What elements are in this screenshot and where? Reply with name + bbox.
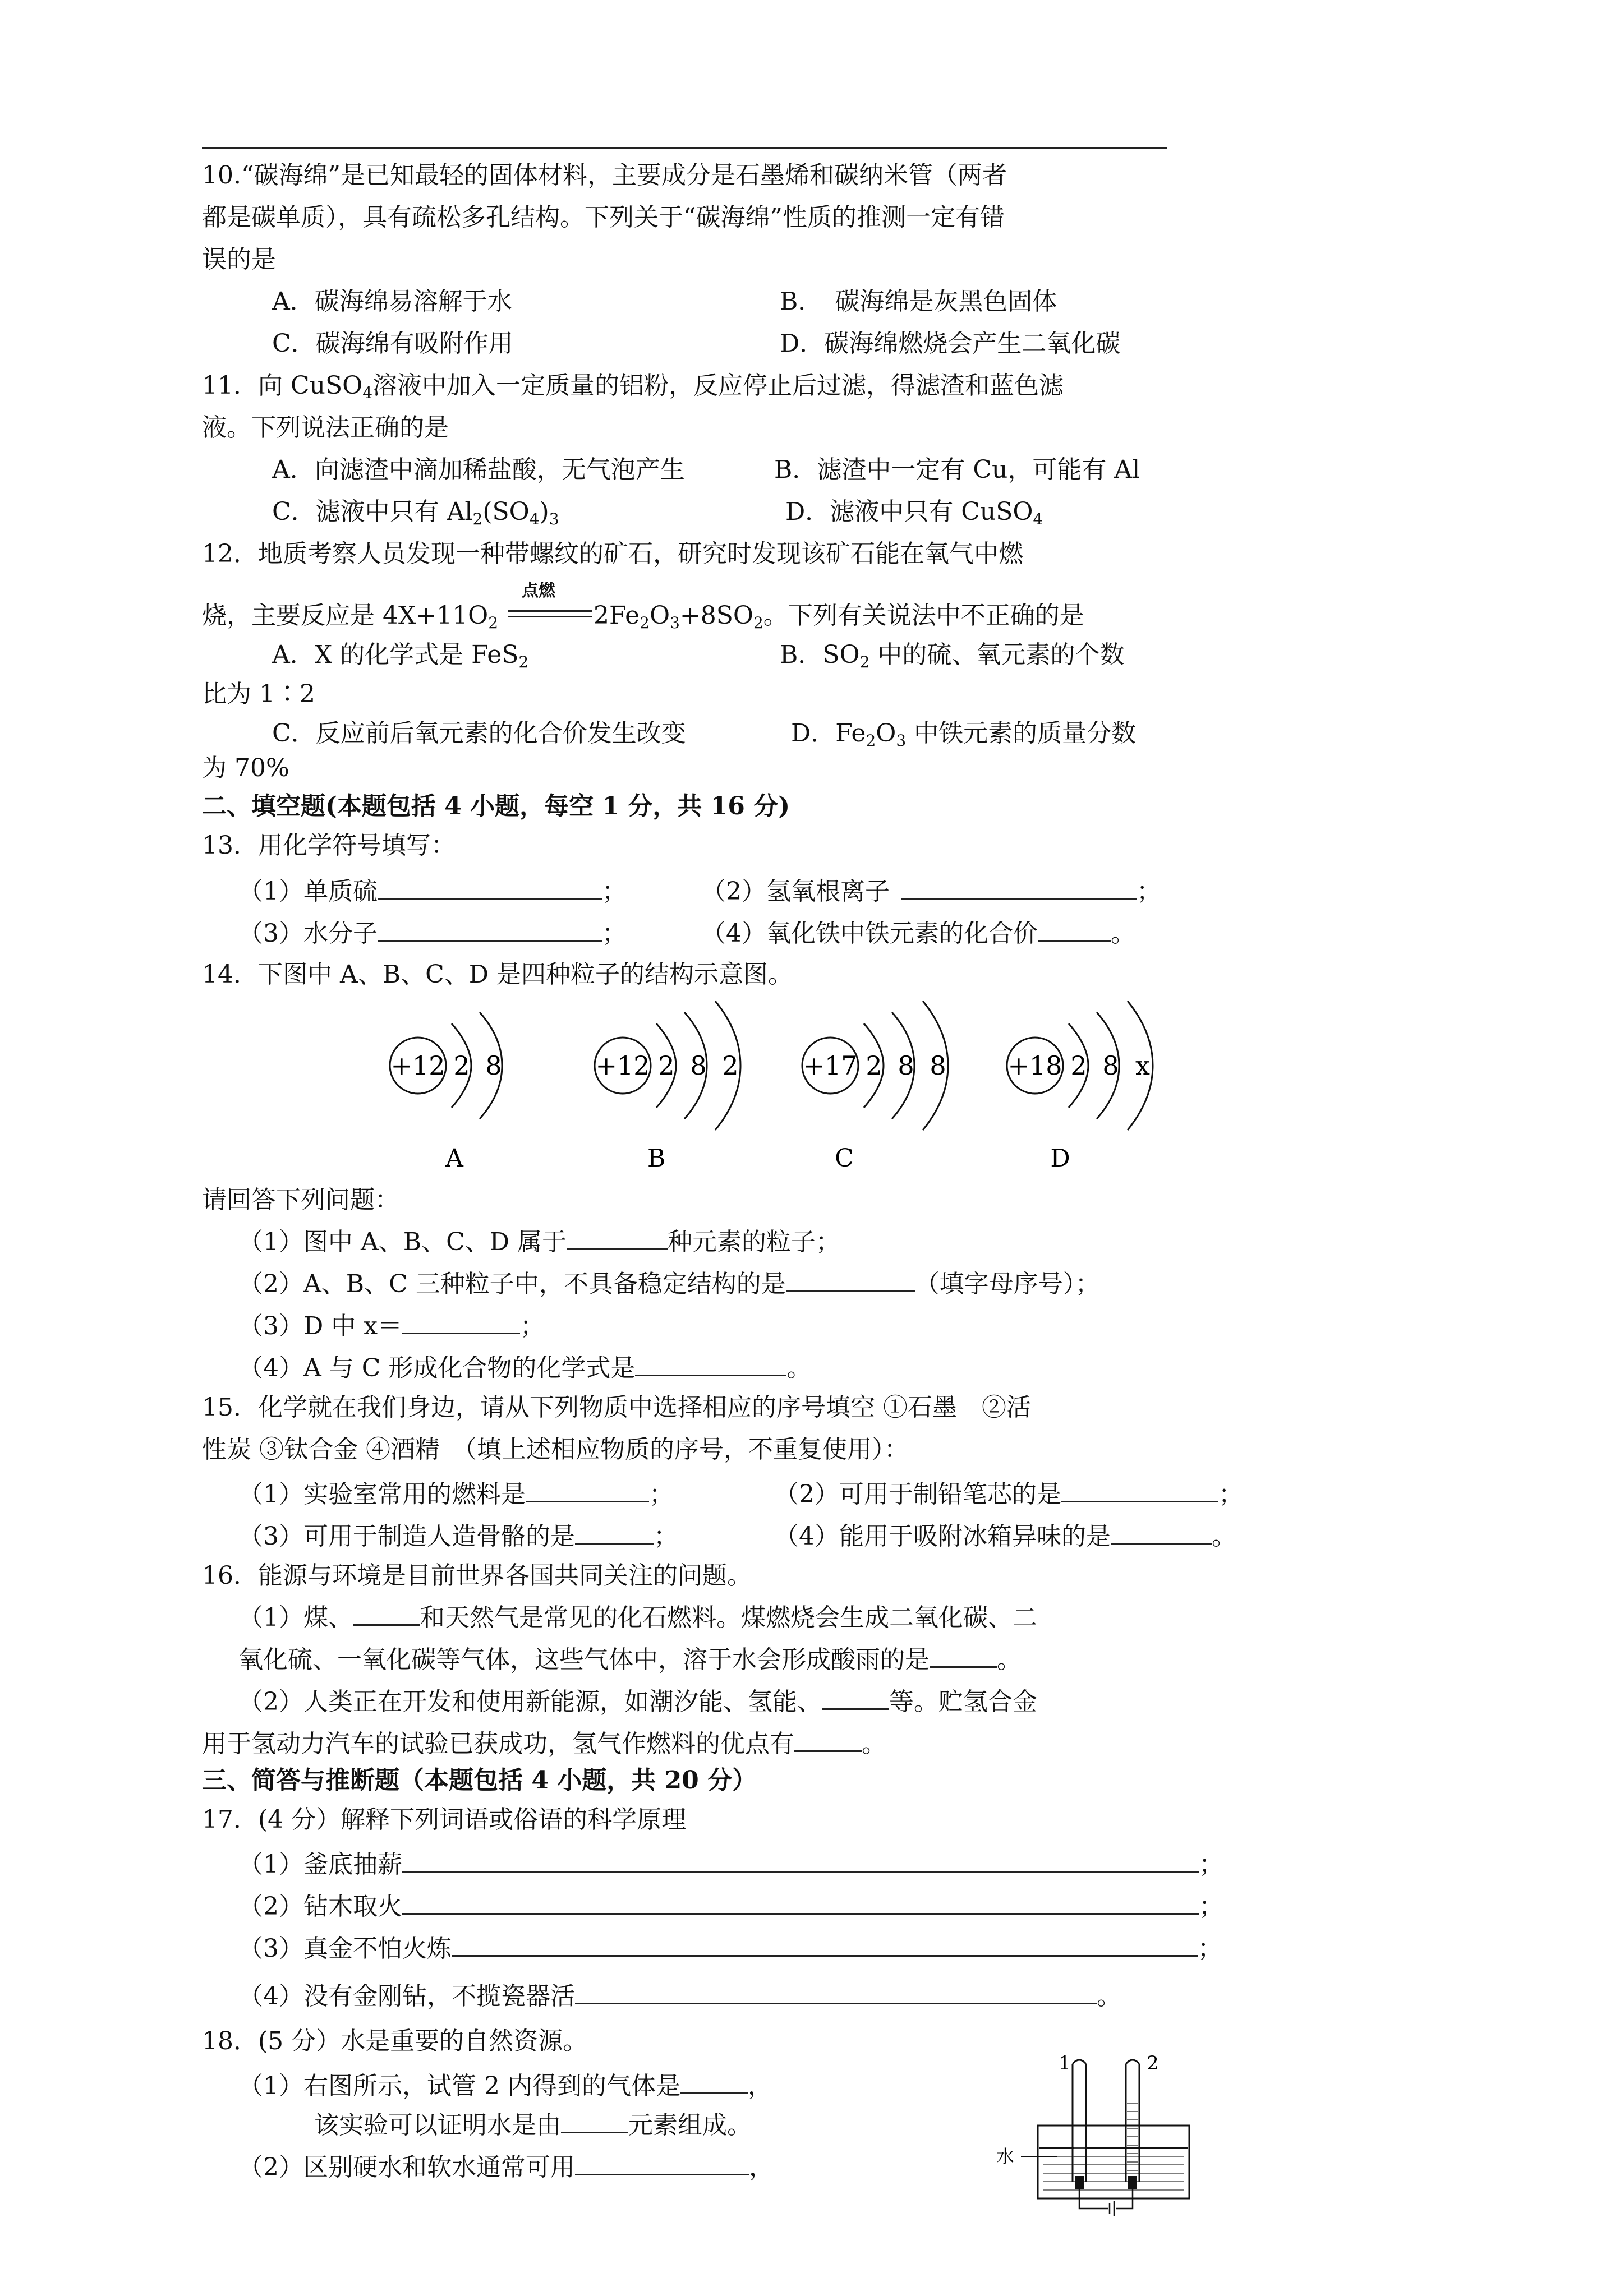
atom-label: B (647, 1144, 666, 1173)
answer-blank[interactable] (901, 872, 1137, 900)
q10-stem-line3: 误的是 (202, 245, 276, 274)
q16-part2-line1: （2）人类正在开发和使用新能源，如潮汐能、氢能、 等。贮氢合金 (238, 1682, 1037, 1719)
q12-equals-bar-top (508, 610, 592, 612)
nucleus-charge: +18 (1007, 1050, 1062, 1081)
electrolysis-apparatus-figure (965, 2041, 1200, 2221)
q10-option-a: A．碳海绵易溶解于水 (272, 287, 512, 316)
water-hatching (1043, 2156, 1184, 2190)
q12-option-d-continued: 为 70% (202, 754, 289, 782)
q10-option-d: D．碳海绵燃烧会产生二氧化碳 (780, 329, 1121, 358)
answer-blank[interactable] (1111, 1517, 1212, 1545)
q17-stem: 17．(4 分）解释下列词语或俗语的科学原理 (202, 1805, 687, 1834)
q11-option-a: A．向滤渣中滴加稀盐酸，无气泡产生 (272, 455, 685, 484)
shell-electrons: 2 (866, 1050, 882, 1081)
shell-electrons: 8 (485, 1050, 502, 1081)
q14-part1: （1）图中 A、B、C、D 属于 种元素的粒子； (238, 1223, 840, 1259)
answer-blank[interactable] (635, 1349, 786, 1376)
q18-part1-line1: （1）右图所示，试管 2 内得到的气体是 ， (238, 2067, 772, 2103)
q10-option-b: B． 碳海绵是灰黑色固体 (780, 287, 1057, 316)
answer-blank[interactable] (353, 1598, 420, 1626)
shell-electrons: 2 (658, 1050, 675, 1081)
answer-blank[interactable] (402, 1887, 1199, 1915)
q13-part3: （3）水分子 ； (238, 914, 627, 951)
answer-blank[interactable] (402, 1307, 520, 1334)
water-trough (1038, 2126, 1189, 2198)
q11-option-d: D．滤液中只有 CuSO$_4$ (785, 497, 1043, 528)
answer-blank[interactable] (575, 1977, 1097, 2004)
q18-stem: 18．(5 分）水是重要的自然资源。 (202, 2027, 588, 2055)
atom-c-diagram (802, 1001, 948, 1130)
q14-part4: （4）A 与 C 形成化合物的化学式是 。 (238, 1349, 811, 1385)
answer-blank[interactable] (452, 1929, 1198, 1957)
q15-stem-line1: 15．化学就在我们身边，请从下列物质中选择相应的序号填空 ①石墨 ②活 (202, 1393, 1031, 1422)
answer-blank[interactable] (1038, 914, 1111, 942)
shell-electrons: x (1135, 1050, 1150, 1081)
q16-part1-line2: 氧化硫、一氧化碳等气体，这些气体中，溶于水会形成酸雨的是 。 (238, 1640, 1022, 1677)
tube-1-water (1074, 2148, 1085, 2173)
electrode-1 (1075, 2176, 1084, 2189)
answer-blank[interactable] (567, 1223, 668, 1250)
q15-stem-line2: 性炭 ③钛合金 ④酒精 （填上述相应物质的序号，不重复使用）： (202, 1435, 909, 1464)
answer-blank[interactable] (561, 2106, 628, 2133)
q12-equation-right: $2Fe_2O_3+8SO_2$。下列有关说法中不正确的是 (594, 601, 1084, 632)
atom-d-diagram (1007, 1001, 1153, 1130)
answer-blank[interactable] (1061, 1475, 1218, 1502)
q16-part2-line2: 用于氢动力汽车的试验已获成功，氢气作燃料的优点有 。 (202, 1725, 886, 1761)
q12-equation-left: 烧，主要反应是 $4X+11O_2$ (202, 601, 499, 632)
header-rule (202, 147, 1167, 149)
shell-electrons: 8 (690, 1050, 707, 1081)
answer-blank[interactable] (930, 1640, 997, 1668)
q17-part4: （4）没有金刚钻，不揽瓷器活 。 (238, 1977, 1121, 2013)
q17-part1: （1）釜底抽薪 ； (238, 1845, 1223, 1882)
nucleus-charge: +17 (803, 1050, 858, 1081)
q17-part2: （2）钻木取火 ； (238, 1887, 1223, 1924)
q11-option-b: B．滤渣中一定有 Cu，可能有 Al (774, 455, 1140, 484)
q12-option-a: A．X 的化学式是 FeS$_2$ (272, 640, 529, 671)
q12-reaction-condition: 点燃 (522, 581, 555, 601)
q13-part1: （1）单质硫 ； (238, 872, 627, 909)
shell-electrons: 8 (930, 1050, 946, 1081)
atom-a-diagram (390, 1012, 502, 1119)
tube-2-water (1127, 2103, 1138, 2170)
q14-ask: 请回答下列问题： (202, 1186, 399, 1214)
answer-blank[interactable] (402, 1845, 1199, 1873)
section3-title: 三、简答与推断题（本题包括 4 小题，共 20 分） (202, 1766, 757, 1795)
q11-stem-line2: 液。下列说法正确的是 (202, 413, 449, 442)
q18-part2: （2）区别硬水和软水通常可用 ， (238, 2148, 774, 2184)
test-tube-1 (1073, 2060, 1086, 2182)
shell-electrons: 8 (898, 1050, 914, 1081)
q10-option-c: C．碳海绵有吸附作用 (272, 329, 513, 358)
q13-part2: （2）氢氧根离子 ； (701, 872, 1161, 909)
q11-option-c: C．滤液中只有 $Al_2(SO_4)_3$ (272, 497, 559, 528)
q16-part1-line1: （1）煤、 和天然气是常见的化石燃料。煤燃烧会生成二氧化碳、二 (238, 1598, 1037, 1635)
atomic-structure-diagrams (0, 987, 1624, 1178)
q14-part2: （2）A、B、C 三种粒子中，不具备稳定结构的是 （填字母序号）； (238, 1265, 1100, 1301)
q12-equals-bar-bottom (508, 616, 592, 617)
shell-electrons: 2 (1070, 1050, 1087, 1081)
q11-stem-line1: 11．向 CuSO$_4$溶液中加入一定质量的铝粉，反应停止后过滤，得滤渣和蓝色滤 (202, 371, 1064, 402)
answer-blank[interactable] (575, 1517, 654, 1545)
q13-part4: （4）氧化铁中铁元素的化合价 。 (701, 914, 1135, 951)
section2-title: 二、填空题(本题包括 4 小题，每空 1 分，共 16 分) (202, 792, 790, 820)
test-tube-2 (1126, 2060, 1139, 2182)
q16-stem: 16．能源与环境是目前世界各国共同关注的问题。 (202, 1561, 752, 1590)
q15-part1: （1）实验室常用的燃料是 ； (238, 1475, 674, 1511)
q12-option-c: C．反应前后氧元素的化合价发生改变 (272, 719, 686, 748)
q15-part2: （2）可用于制铅笔芯的是 ； (774, 1475, 1243, 1511)
q12-option-d: D．$Fe_2O_3$ 中铁元素的质量分数 (791, 719, 1137, 750)
tube-2-label: 2 (1147, 2052, 1159, 2074)
answer-blank[interactable] (526, 1475, 649, 1502)
q12-stem-line1: 12．地质考察人员发现一种带螺纹的矿石，研究时发现该矿石能在氧气中燃 (202, 540, 1023, 568)
answer-blank[interactable] (822, 1682, 889, 1710)
answer-blank[interactable] (378, 914, 602, 942)
shell-electrons: 2 (453, 1050, 470, 1081)
q12-option-b-continued: 比为 1∶2 (202, 680, 315, 708)
answer-blank[interactable] (378, 872, 602, 900)
nucleus-charge: +12 (595, 1050, 650, 1081)
answer-blank[interactable] (680, 2067, 748, 2094)
q13-stem: 13．用化学符号填写： (202, 831, 456, 860)
electrode-2 (1128, 2176, 1137, 2189)
atom-b-diagram (595, 1001, 740, 1130)
q10-stem-line1: 10.“碳海绵”是已知最轻的固体材料，主要成分是石墨烯和碳纳米管（两者 (202, 161, 1007, 190)
q14-part3: （3）D 中 x＝ ； (238, 1307, 545, 1343)
q15-part3: （3）可用于制造人造骨骼的是 ； (238, 1517, 678, 1553)
answer-blank[interactable] (794, 1725, 862, 1752)
tube-1-label: 1 (1059, 2052, 1071, 2074)
answer-blank[interactable] (575, 2148, 749, 2175)
q15-part4: （4）能用于吸附冰箱异味的是 。 (774, 1517, 1236, 1553)
q14-stem: 14．下图中 A、B、C、D 是四种粒子的结构示意图。 (202, 960, 793, 989)
atom-label: A (445, 1144, 463, 1173)
nucleus-charge: +12 (390, 1050, 445, 1081)
atom-label: C (835, 1144, 854, 1173)
q12-option-b: B．$SO_2$ 中的硫、氧元素的个数 (780, 640, 1125, 671)
q18-part1-line2: 该实验可以证明水是由 元素组成。 (314, 2106, 752, 2142)
q17-part3: （3）真金不怕火炼 ； (238, 1929, 1222, 1966)
answer-blank[interactable] (786, 1265, 915, 1292)
water-label: 水 (996, 2146, 1015, 2167)
shell-electrons: 2 (722, 1050, 739, 1081)
q10-stem-line2: 都是碳单质），具有疏松多孔结构。下列关于“碳海绵”性质的推测一定有错 (202, 203, 1005, 232)
shell-electrons: 8 (1102, 1050, 1119, 1081)
atom-label: D (1050, 1144, 1070, 1173)
